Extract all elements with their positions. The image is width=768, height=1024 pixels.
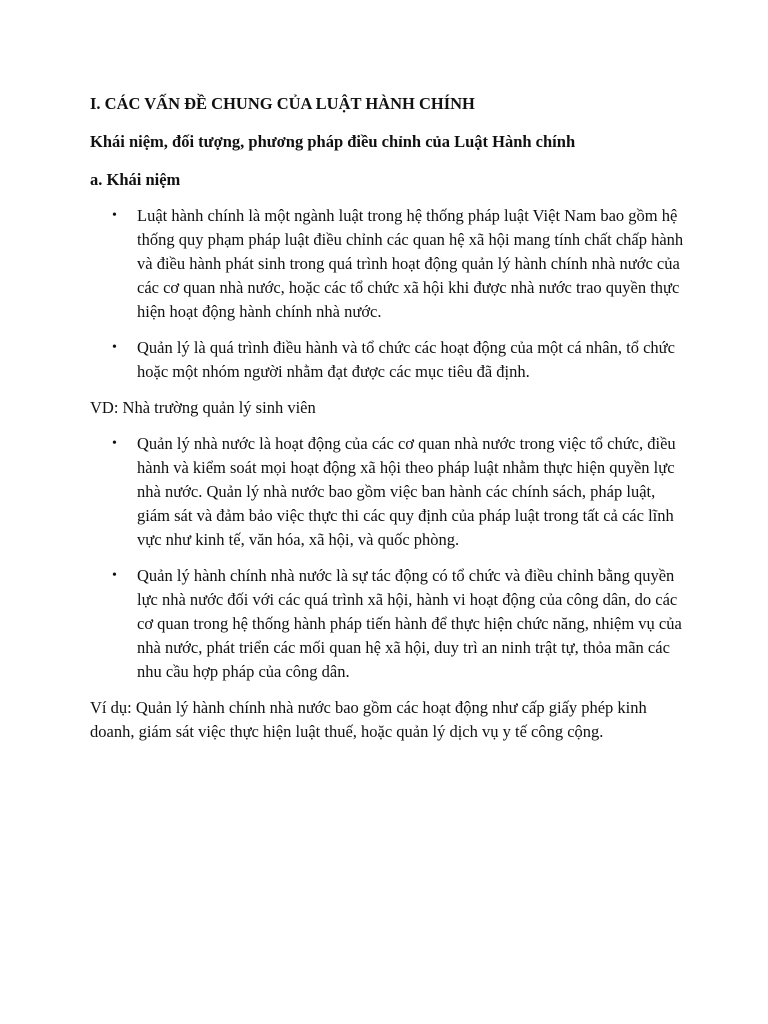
bullet-icon: • bbox=[112, 568, 117, 583]
subsection-heading: a. Khái niệm bbox=[90, 170, 181, 189]
bullet-icon: • bbox=[112, 436, 117, 451]
bullet-list-2 bbox=[90, 432, 690, 684]
document-body bbox=[90, 92, 690, 756]
list-item bbox=[90, 336, 690, 384]
page-title: I. CÁC VẤN ĐỀ CHUNG CỦA LUẬT HÀNH CHÍNH bbox=[90, 94, 475, 113]
list-item-text: Quản lý là quá trình điều hành và tổ chức các hoạt động của một cá nhân, tổ chức hoặc một nhóm người nhằm đạt được các mục tiêu đã định. bbox=[137, 338, 675, 381]
list-item bbox=[90, 432, 690, 552]
example-paragraph: Ví dụ: Quản lý hành chính nhà nước bao gồm các hoạt động như cấp giấy phép kinh doanh, giám sát việc thực hiện luật thuế, hoặc quản lý dịch vụ y tế công cộng. bbox=[90, 698, 647, 741]
bullet-list-1 bbox=[90, 204, 690, 384]
list-item-text: Quản lý nhà nước là hoạt động của các cơ quan nhà nước trong việc tổ chức, điều hành và kiểm soát mọi hoạt động xã hội theo pháp luật nhằm thực hiện quyền lực nhà nước. Quản lý nhà nước bao gồm việc ban hành các chính sách, pháp luật, giám sát và đảm bảo việc thực thi các quy định của pháp luật trong tất cả các lĩnh vực như kinh tế, văn hóa, xã hội, và quốc phòng. bbox=[137, 434, 676, 549]
example-paragraph: VD: Nhà trường quản lý sinh viên bbox=[90, 398, 316, 417]
list-item bbox=[90, 204, 690, 324]
list-item-text: Quản lý hành chính nhà nước là sự tác động có tổ chức và điều chỉnh bằng quyền lực nhà nước đối với các quá trình xã hội, hành vi hoạt động của công dân, do các cơ quan trong hệ thống hành pháp tiến hành để thực hiện chức năng, nhiệm vụ của nhà nước, phát triển các mối quan hệ xã hội, duy trì an ninh trật tự, thỏa mãn các nhu cầu hợp pháp của công dân. bbox=[137, 566, 682, 681]
list-item-text: Luật hành chính là một ngành luật trong hệ thống pháp luật Việt Nam bao gồm hệ thống quy phạm pháp luật điều chỉnh các quan hệ xã hội mang tính chất chấp hành và điều hành phát sinh trong quá trình hoạt động quản lý hành chính nhà nước của các cơ quan nhà nước, hoặc các tổ chức xã hội khi được nhà nước trao quyền thực hiện hoạt động hành chính nhà nước. bbox=[137, 206, 684, 321]
section-subtitle: Khái niệm, đối tượng, phương pháp điều chỉnh của Luật Hành chính bbox=[90, 132, 576, 151]
bullet-icon: • bbox=[112, 208, 117, 223]
list-item bbox=[90, 564, 690, 684]
bullet-icon: • bbox=[112, 340, 117, 355]
